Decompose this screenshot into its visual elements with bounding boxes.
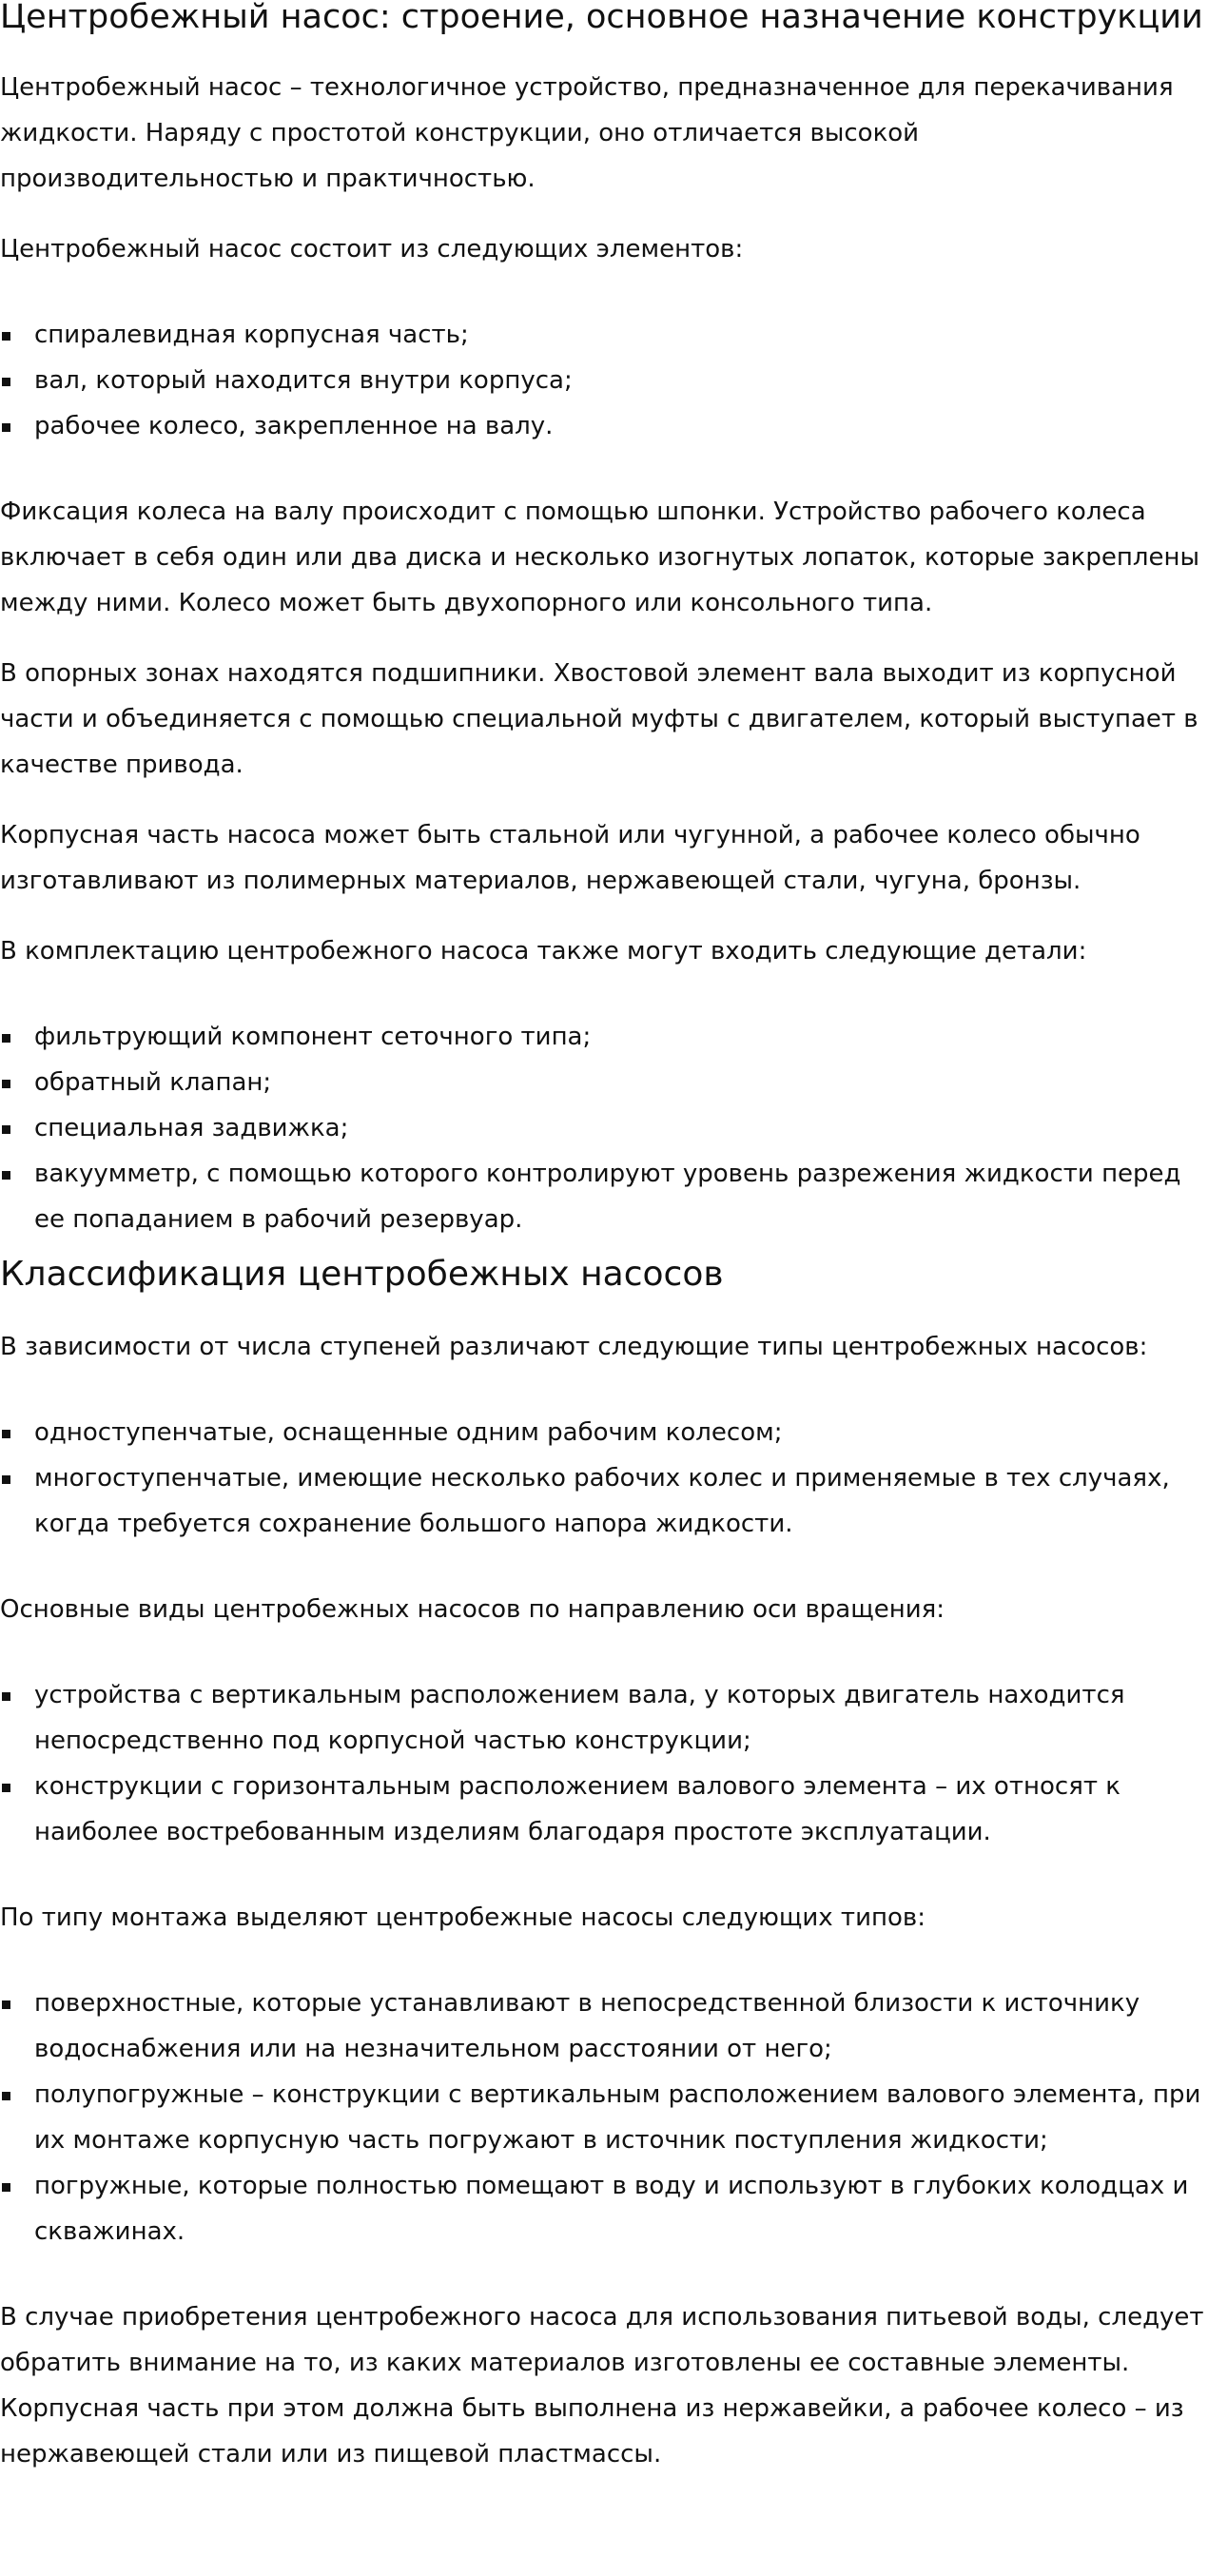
list-item: обратный клапан;	[0, 1060, 1208, 1105]
materials-paragraph: Корпусная часть насоса может быть стальной или чугунной, а рабочее колесо обычно изготавливают из полимерных материалов, нержавеющей стали, чугуна, бронзы.	[0, 821, 1140, 895]
list-item: специальная задвижка;	[0, 1105, 1208, 1151]
axis-list	[0, 1672, 1208, 1855]
mount-intro: По типу монтажа выделяют центробежные насосы следующих типов:	[0, 1903, 925, 1932]
section-heading: Классификация центробежных насосов	[0, 1255, 724, 1294]
list-item: спиралевидная корпусная часть;	[0, 312, 1208, 358]
intro-paragraph: Центробежный насос – технологичное устройство, предназначенное для перекачивания жидкости. Наряду с простотой конструкции, оно отличается высокой производительностью и практичностью.	[0, 73, 1174, 193]
mount-list	[0, 1981, 1208, 2254]
list-item: вал, который находится внутри корпуса;	[0, 358, 1208, 403]
list-item: вакуумметр, с помощью которого контролируют уровень разрежения жидкости перед ее попаданием в рабочий резервуар.	[0, 1151, 1208, 1242]
list-item: поверхностные, которые устанавливают в непосредственной близости к источнику водоснабжения или на незначительном расстоянии от него;	[0, 1981, 1208, 2072]
list-item: устройства с вертикальным расположением вала, у которых двигатель находится непосредственно под корпусной частью конструкции;	[0, 1672, 1208, 1764]
page-title: Центробежный насос: строение, основное назначение конструкции	[0, 0, 1203, 36]
list-item: полупогружные – конструкции с вертикальным расположением валового элемента, при их монтаже корпусную часть погружают в источник поступления жидкости;	[0, 2072, 1208, 2163]
list-item: конструкции с горизонтальным расположением валового элемента – их относят к наиболее востребованным изделиям благодаря простоте эксплуатации.	[0, 1764, 1208, 1855]
stages-intro: В зависимости от числа ступеней различают следующие типы центробежных насосов:	[0, 1333, 1148, 1361]
extras-intro: В комплектацию центробежного насоса также могут входить следующие детали:	[0, 937, 1087, 966]
components-list	[0, 312, 1208, 449]
components-intro: Центробежный насос состоит из следующих элементов:	[0, 235, 744, 263]
drinking-water-paragraph: В случае приобретения центробежного насоса для использования питьевой воды, следует обратить внимание на то, из каких материалов изготовлены ее составные элементы. Корпусная часть при этом должна быть выполнена из нержавейки, а рабочее колесо – из нержавеющей стали или из пищевой пластмассы.	[0, 2303, 1204, 2469]
list-item: погружные, которые полностью помещают в воду и используют в глубоких колодцах и скважинах.	[0, 2163, 1208, 2254]
list-item: фильтрующий компонент сеточного типа;	[0, 1014, 1208, 1060]
list-item: рабочее колесо, закрепленное на валу.	[0, 403, 1208, 449]
extras-list	[0, 1014, 1208, 1242]
list-item: многоступенчатые, имеющие несколько рабочих колес и применяемые в тех случаях, когда требуется сохранение большого напора жидкости.	[0, 1455, 1208, 1547]
list-item: одноступенчатые, оснащенные одним рабочим колесом;	[0, 1410, 1208, 1455]
fixation-paragraph: Фиксация колеса на валу происходит с помощью шпонки. Устройство рабочего колеса включает в себя один или два диска и несколько изогнутых лопаток, которые закреплены между ними. Колесо может быть двухопорного или консольного типа.	[0, 498, 1200, 617]
axis-intro: Основные виды центробежных насосов по направлению оси вращения:	[0, 1595, 945, 1624]
stages-list	[0, 1410, 1208, 1547]
bearings-paragraph: В опорных зонах находятся подшипники. Хвостовой элемент вала выходит из корпусной части и объединяется с помощью специальной муфты с двигателем, который выступает в качестве привода.	[0, 659, 1198, 779]
